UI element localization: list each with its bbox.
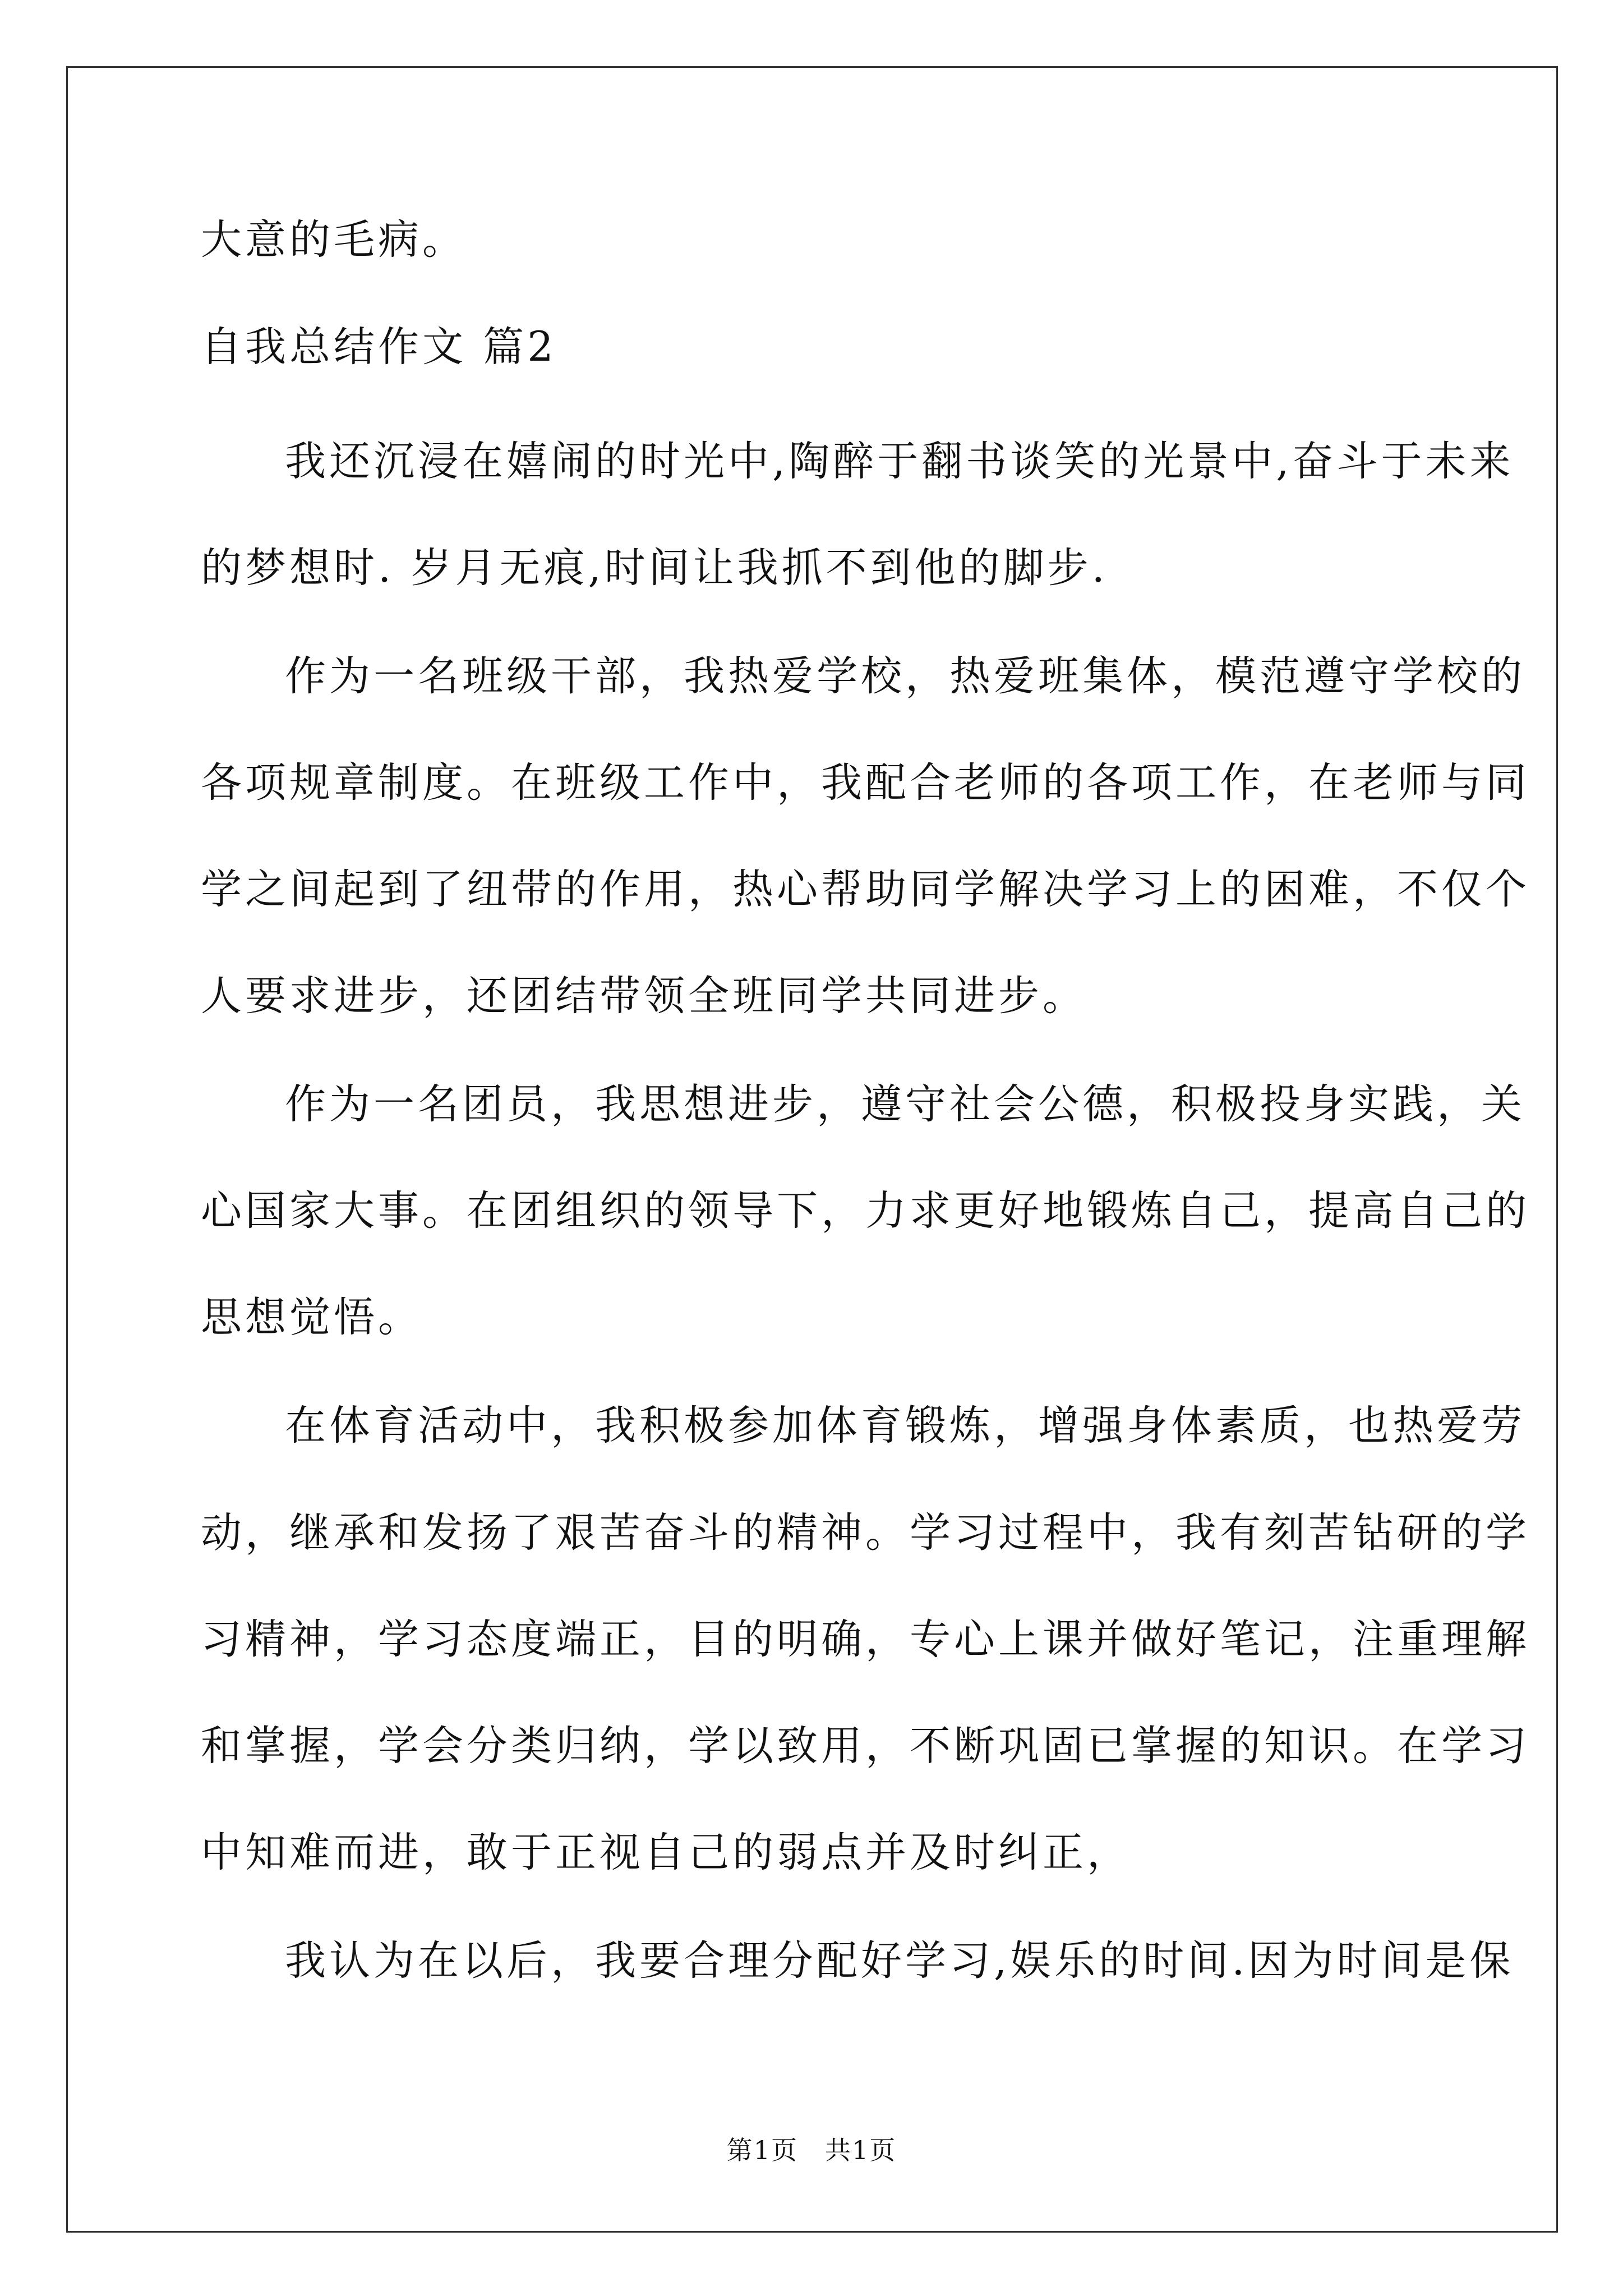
paragraph-line: 中知难而进，敢于正视自己的弱点并及时纠正， bbox=[201, 1829, 1131, 1876]
paragraph-line: 动，继承和发扬了艰苦奋斗的精神。学习过程中，我有刻苦钻研的学 bbox=[201, 1509, 1530, 1557]
paragraph-line: 的梦想时. 岁月无痕,时间让我抓不到他的脚步. bbox=[201, 544, 1108, 592]
paragraph-line: 人要求进步，还团结带领全班同学共同进步。 bbox=[201, 972, 1087, 1020]
paragraph-line: 各项规章制度。在班级工作中，我配合老师的各项工作，在老师与同 bbox=[201, 759, 1530, 807]
paragraph-line: 思想觉悟。 bbox=[201, 1294, 422, 1341]
text-line-continuation: 大意的毛病。 bbox=[201, 216, 467, 264]
paragraph-line: 习精神，学习态度端正，目的明确，专心上课并做好笔记，注重理解 bbox=[201, 1616, 1530, 1663]
paragraph-line: 心国家大事。在团组织的领导下，力求更好地锻炼自己，提高自己的 bbox=[201, 1187, 1530, 1235]
section-heading: 自我总结作文 篇2 bbox=[201, 323, 557, 371]
paragraph-line: 学之间起到了纽带的作用，热心帮助同学解决学习上的困难，不仅个 bbox=[201, 866, 1530, 913]
page-border bbox=[66, 66, 1558, 2233]
page-number-footer: 第1页 共1页 bbox=[726, 2135, 897, 2165]
paragraph-line: 作为一名班级干部，我热爱学校，热爱班集体，模范遵守学校的 bbox=[285, 652, 1525, 700]
paragraph-line: 在体育活动中，我积极参加体育锻炼，增强身体素质，也热爱劳 bbox=[285, 1402, 1525, 1450]
paragraph-line: 作为一名团员，我思想进步，遵守社会公德，积极投身实践，关 bbox=[285, 1080, 1525, 1128]
paragraph-line: 我认为在以后，我要合理分配好学习,娱乐的时间.因为时间是保 bbox=[285, 1937, 1514, 1985]
paragraph-line: 我还沉浸在嬉闹的时光中,陶醉于翻书谈笑的光景中,奋斗于未来 bbox=[285, 438, 1514, 485]
paragraph-line: 和掌握，学会分类归纳，学以致用，不断巩固已掌握的知识。在学习 bbox=[201, 1722, 1530, 1770]
